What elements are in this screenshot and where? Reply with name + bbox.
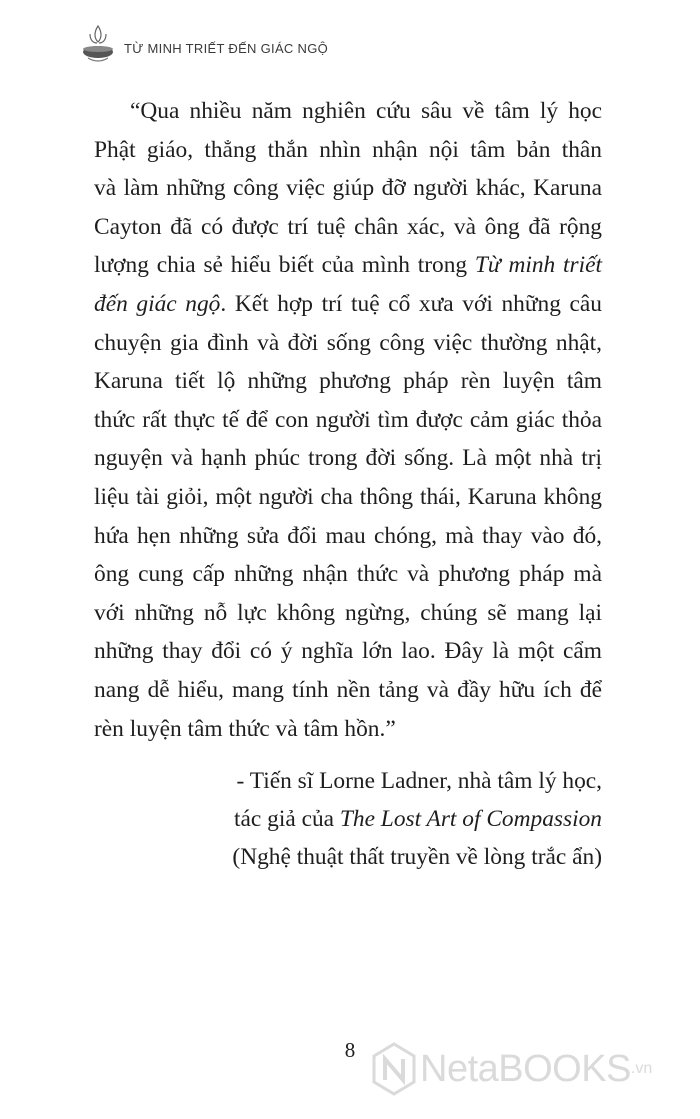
quote-line [94,632,602,671]
quote-line [94,401,602,440]
quote-text: nang dễ hiểu, mang tính nền tảng và đầy hữu ích để [94,676,602,703]
quote-line [94,555,602,594]
quote-text: liệu tài giỏi, một người cha thông thái, Karuna không [94,483,602,510]
attribution-book-title: The Lost Art of Compassion [339,806,602,832]
quote-text: Cayton đã có được trí tuệ chân xác, và ông đã rộng [94,213,602,240]
quote-body [94,92,602,748]
quote-text: thức rất thực tế để con người tìm được cảm giác thỏa [94,406,602,433]
quote-line [94,208,602,247]
header-title: TỪ MINH TRIẾT ĐẾN GIÁC NGỘ [124,40,329,56]
quote-text: Phật giáo, thẳng thắn nhìn nhận nội tâm bản thân [94,136,602,163]
quote-text: và làm những công việc giúp đỡ người khác, Karuna [94,175,602,202]
quote-text: chuyện gia đình và đời sống công việc thường nhật, [94,329,602,356]
quote-line [94,324,602,363]
quote-text: . Kết hợp trí tuệ cổ xưa với những câu [220,290,603,317]
quote-text: hứa hẹn những sửa đổi mau chóng, mà thay vào đó, [94,522,602,549]
quote-text: Karuna tiết lộ những phương pháp rèn luyện tâm [94,368,602,395]
attribution-translation: (Nghệ thuật thất truyền về lòng trắc ẩn) [232,844,602,870]
quote-line [94,362,602,401]
watermark-brand: NetaBOOKS [420,1047,631,1090]
running-header [78,22,328,66]
attribution-book [232,800,602,838]
book-title-italic: đến giác ngộ [94,290,221,317]
attribution [232,762,602,876]
quote-line [94,92,602,131]
quote-line [94,439,602,478]
quote-line [94,594,602,633]
quote-text: ông cung cấp những nhận thức và phương pháp mà [94,561,602,588]
quote-line [94,671,602,710]
quote-line [94,246,602,285]
watermark-suffix: .vn [630,1060,653,1077]
quote-text: nguyện và hạnh phúc trong đời sống. Là một nhà trị [94,445,602,472]
netabooks-logo-icon [372,1042,416,1096]
quote-text: những thay đổi có ý nghĩa lớn lao. Đây là một cẩm [94,638,602,665]
quote-text: “Qua nhiều năm nghiên cứu sâu về tâm lý học [130,98,602,124]
lotus-bowl-icon [78,22,118,66]
quote-line [94,285,602,324]
quote-text: với những nỗ lực không ngừng, chúng sẽ mang lại [94,599,602,626]
quote-line [94,517,602,556]
book-title-italic: Từ minh triết [474,252,602,279]
attribution-book-prefix: tác giả của [234,806,340,832]
quote-text: rèn luyện tâm thức và tâm hồn.” [94,715,396,742]
page-number: 8 [344,1038,356,1062]
attribution-author: - Tiến sĩ Lorne Ladner, nhà tâm lý học, [236,768,602,794]
quote-line [94,131,602,170]
watermark [372,1042,652,1096]
quote-line [94,478,602,517]
quote-line [94,169,602,208]
quote-line [94,710,602,749]
quote-text: lượng chia sẻ hiểu biết của mình trong [94,252,475,279]
